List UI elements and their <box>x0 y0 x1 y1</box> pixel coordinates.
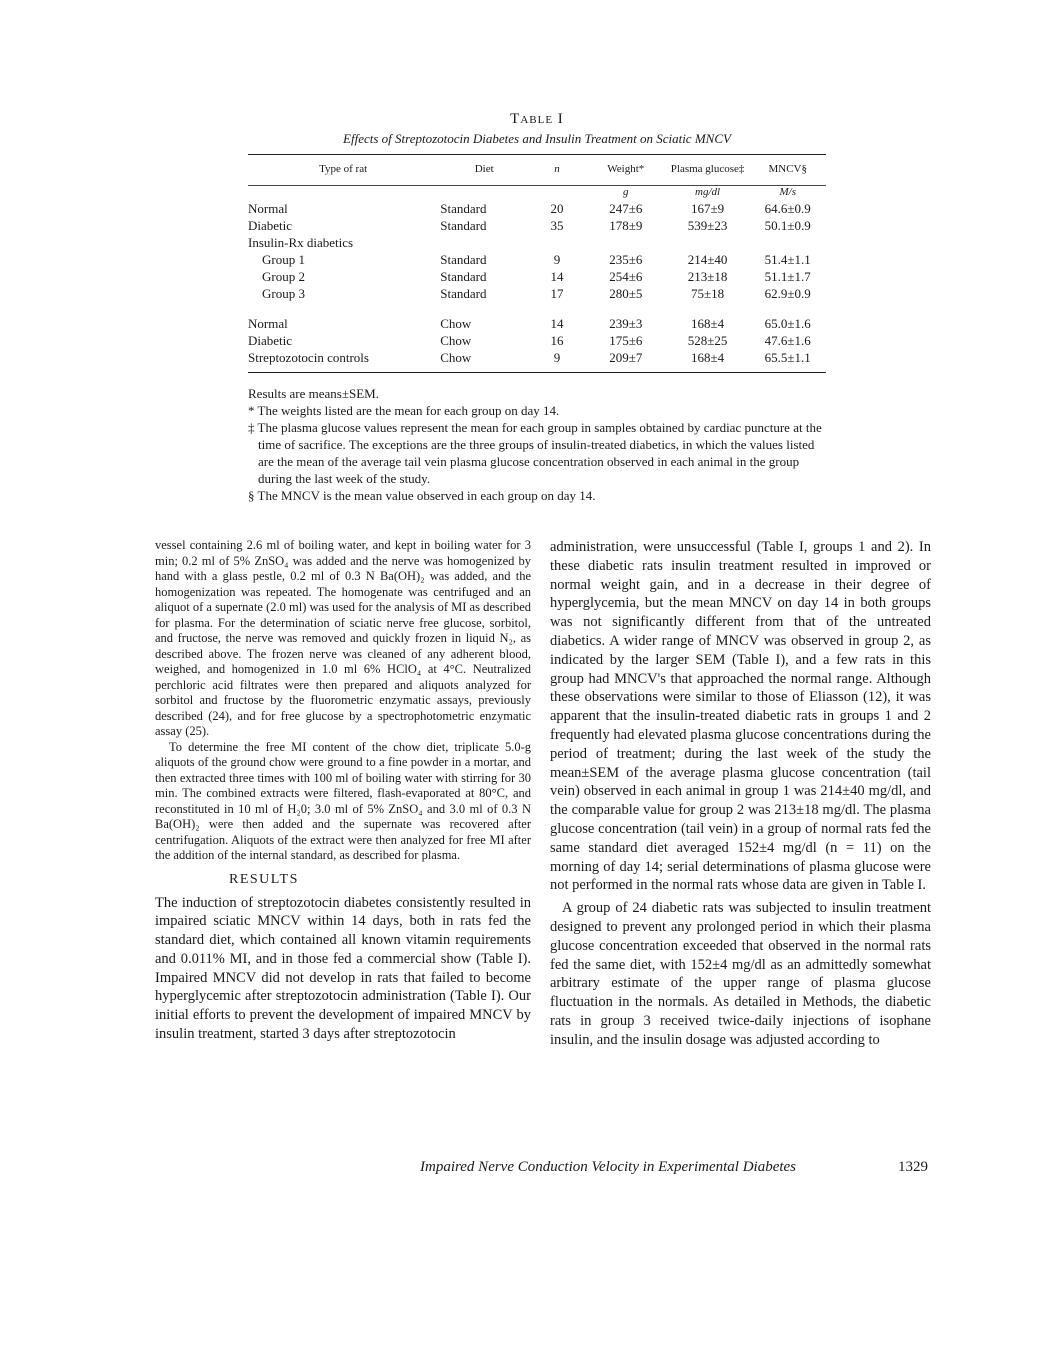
cell-glucose: 539±23 <box>687 218 728 233</box>
unit-mncv: M/s <box>749 186 826 201</box>
cell-diet: Standard <box>440 252 487 267</box>
cell-n: 35 <box>550 218 564 233</box>
cell-glucose: 214±40 <box>687 252 728 267</box>
cell-type: Streptozotocin controls <box>248 349 438 373</box>
methods-paragraph: To determine the free MI content of the chow diet, triplicate 5.0-g aliquots of the ground chow were ground to a fine powder in a mortar, and then extracted three times with 100 ml of boiling water with stirring for 30 min. The combined extracts were filtered, flash-evaporated at 80°C, and reconstituted in 10 ml of H₂0; 3.0 ml of 5% ZnSO₄ and 3.0 ml of 0.3 N Ba(OH)₂ were then added and the supernate was recovered after centrifugation. Aliquots of the extract were then analyzed for free MI after the addition of the internal standard, as described for plasma. <box>155 739 531 862</box>
cell-type: Insulin-Rx diabetics <box>248 235 354 250</box>
cell-mncv: 65.5±1.1 <box>749 349 826 373</box>
results-paragraph: administration, were unsuccessful (Table I, groups 1 and 2). In these diabetic rats insulin treatment resulted in improved or normal weight gain, and in a decrease in their degree of hyperglycemia, but the mean MNCV on day 14 in both groups was not significantly different from that of the untreated diabetics. A wider range of MNCV was observed in group 2, as indicated by the larger SEM (Table I), and a few rats in this group had MNCV's that approached the normal range. Although these observations were similar to those of Eliasson (12), it was apparent that the insulin-treated diabetic rats in groups 1 and 2 frequently had elevated plasma glucose concentrations during the period of treatment; during the last week of the study the mean±SEM of the average plasma glucose concentration (tail vein) observed in each animal in group 1 was 214±40 mg/dl, and the comparable value for group 2 was 213±18 mg/dl. The plasma glucose concentration (tail vein) in a group of normal rats fed the same standard diet averaged 152±4 mg/dl (n = 11) on the morning of day 14; serial determinations of plasma glucose were not performed in the normal rats whose data are given in Table I. <box>550 539 931 894</box>
footnote-results: Results are means±SEM. <box>248 386 379 401</box>
footnote-mncv: § The MNCV is the mean value observed in each group on day 14. <box>248 488 596 503</box>
cell-glucose <box>666 234 750 251</box>
cell-weight: 209±7 <box>586 349 666 373</box>
cell-n: 9 <box>528 349 586 373</box>
cell-glucose: 168±4 <box>691 316 725 331</box>
table-units-row <box>248 186 826 201</box>
cell-type: Diabetic <box>248 333 293 348</box>
cell-mncv: 51.1±1.7 <box>764 269 811 284</box>
table-header-row <box>248 155 826 186</box>
cell-type: Group 2 <box>262 269 305 284</box>
cell-n: 20 <box>550 201 564 216</box>
header-weight: Weight* <box>586 155 666 186</box>
table-row <box>248 234 826 251</box>
cell-diet: Chow <box>438 349 528 373</box>
cell-weight: 280±5 <box>609 286 643 301</box>
cell-mncv: 65.0±1.6 <box>764 316 811 331</box>
table-spacer <box>248 302 826 315</box>
table-label: Table I <box>510 111 564 127</box>
cell-n: 14 <box>550 316 564 331</box>
cell-n: 9 <box>553 252 561 267</box>
cell-glucose: 75±18 <box>691 286 725 301</box>
table-caption: Effects of Streptozotocin Diabetes and Insulin Treatment on Sciatic MNCV <box>343 131 731 146</box>
cell-weight: 175±6 <box>609 333 643 348</box>
header-n: n <box>528 155 586 186</box>
results-paragraph: A group of 24 diabetic rats was subjected to insulin treatment designed to prevent any prolonged period in which their plasma glucose concentration exceeded that observed in the normal rats fed the same diet, with 152±4 mg/dl as an admittedly somewhat arbitrary estimate of the upper range of plasma glucose fluctuation in the normals. As detailed in Methods, the diabetic rats in group 3 received twice-daily injections of isophane insulin, and the insulin dosage was adjusted according to <box>550 900 931 1048</box>
table-row <box>248 217 826 234</box>
cell-glucose: 528±25 <box>687 333 728 348</box>
cell-mncv: 47.6±1.6 <box>764 333 811 348</box>
header-type: Type of rat <box>248 155 438 186</box>
table-row <box>248 251 826 268</box>
cell-type: Normal <box>248 201 288 216</box>
cell-type: Group 3 <box>262 286 305 301</box>
section-heading-results: RESULTS <box>229 871 299 887</box>
cell-n: 14 <box>550 269 564 284</box>
cell-diet: Standard <box>440 201 487 216</box>
table-row <box>248 315 826 332</box>
cell-diet: Standard <box>440 269 487 284</box>
cell-weight: 247±6 <box>609 201 643 216</box>
left-column <box>155 538 531 1044</box>
unit-glucose: mg/dl <box>666 186 750 201</box>
cell-weight: 239±3 <box>609 316 643 331</box>
cell-glucose: 213±18 <box>687 269 728 284</box>
table-block <box>248 110 826 504</box>
cell-diet: Standard <box>440 218 487 233</box>
cell-mncv: 50.1±0.9 <box>764 218 811 233</box>
cell-type: Diabetic <box>248 218 293 233</box>
unit-weight: g <box>586 186 666 201</box>
cell-n <box>528 234 586 251</box>
cell-n: 16 <box>550 333 564 348</box>
table-footnotes <box>248 385 826 504</box>
cell-diet: Standard <box>440 286 487 301</box>
cell-type: Normal <box>248 316 288 331</box>
cell-type: Group 1 <box>262 252 305 267</box>
table-row <box>248 268 826 285</box>
cell-weight: 235±6 <box>609 252 643 267</box>
cell-weight: 178±9 <box>609 218 643 233</box>
cell-mncv: 51.4±1.1 <box>764 252 811 267</box>
data-table <box>248 154 826 373</box>
header-diet: Diet <box>438 155 528 186</box>
cell-mncv: 64.6±0.9 <box>764 201 811 216</box>
methods-paragraph: vessel containing 2.6 ml of boiling water, and kept in boiling water for 3 min; 0.2 ml of 5% ZnSO₄ was added and the nerve was homogenized by hand with a glass pestle, 0.2 ml of 0.3 N Ba(OH)₂ was added, and the homogenization was repeated. The homogenate was centrifuged and an aliquot of a supernate (2.0 ml) was used for the analysis of MI as described for plasma. For the determination of sciatic nerve free glucose, sorbitol, and fructose, the nerve was removed and quickly frozen in liquid N₂, as described above. The frozen nerve was cleaned of any adherent blood, weighed, and homogenized in 1.0 ml 6% HClO₄ at 4°C. Neutralized perchloric acid filtrates were then prepared and aliquots analyzed for sorbitol and fructose by the fluorometric enzymatic assays, previously described (24), and for free glucose by a spectrophotometric enzymatic assay (25). <box>155 538 531 738</box>
cell-diet: Chow <box>440 316 472 331</box>
page-number: 1329 <box>898 1159 928 1175</box>
cell-mncv: 62.9±0.9 <box>764 286 811 301</box>
cell-weight: 254±6 <box>609 269 643 284</box>
results-paragraph: The induction of streptozotocin diabetes consistently resulted in impaired sciatic MNCV within 14 days, both in rats fed the standard diet, which contained all known vitamin requirements and 0.011% MI, and in those fed a commercial show (Table I). Impaired MNCV did not develop in rats that failed to become hyperglycemic after streptozotocin administration (Table I). Our initial efforts to prevent the development of impaired MNCV by insulin treatment, started 3 days after streptozotocin <box>155 894 531 1043</box>
header-mncv: MNCV§ <box>749 155 826 186</box>
table-row <box>248 332 826 349</box>
running-footer: Impaired Nerve Conduction Velocity in Experimental Diabetes <box>420 1159 797 1175</box>
cell-mncv <box>749 234 826 251</box>
footnote-glucose: ‡ The plasma glucose values represent the mean for each group in samples obtained by cardiac puncture at the time of sacrifice. The exceptions are the three groups of insulin-treated diabetics, in which the values listed are the mean of the average tail vein plasma glucose concentration observed in each animal in the group during the last week of the study. <box>248 420 822 486</box>
footnote-weight: * The weights listed are the mean for each group on day 14. <box>248 403 560 418</box>
cell-glucose: 167±9 <box>691 201 725 216</box>
cell-n: 17 <box>550 286 564 301</box>
cell-diet <box>438 234 528 251</box>
table-row <box>248 349 826 373</box>
right-column <box>550 538 931 1050</box>
table-row <box>248 285 826 302</box>
cell-glucose: 168±4 <box>666 349 750 373</box>
header-glucose: Plasma glucose‡ <box>666 155 750 186</box>
cell-diet: Chow <box>440 333 472 348</box>
table-row <box>248 200 826 217</box>
cell-weight <box>586 234 666 251</box>
